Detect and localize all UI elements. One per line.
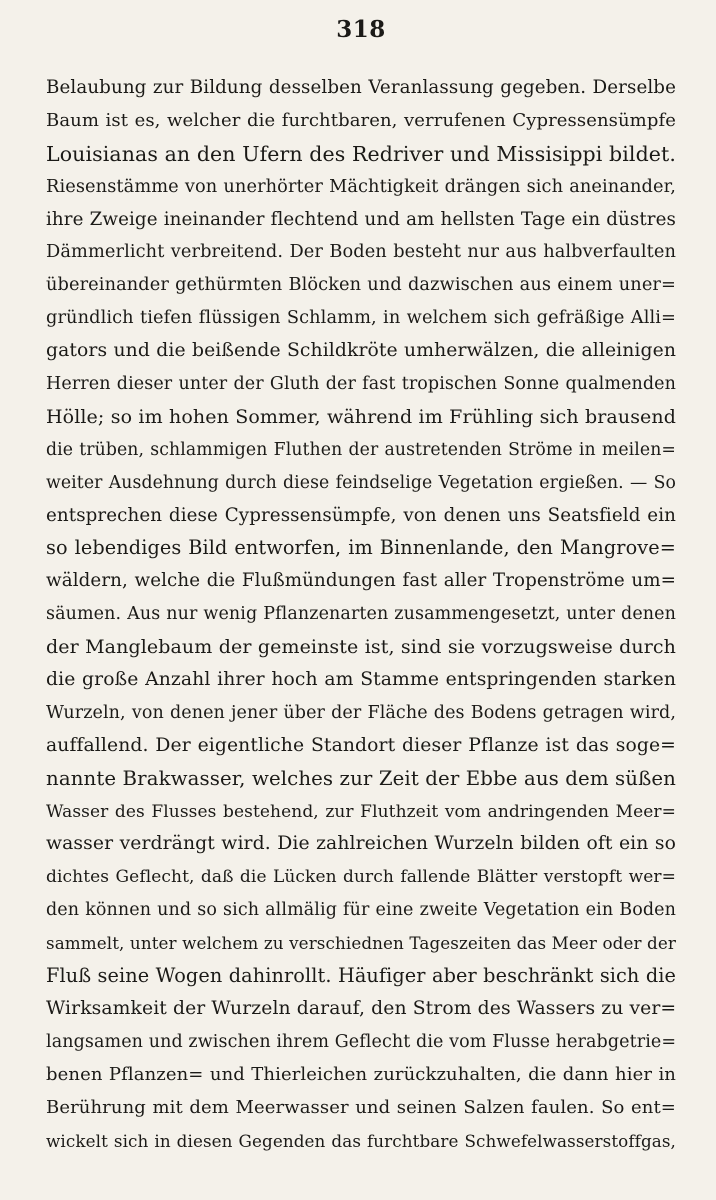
text-line: sammelt, unter welchem zu verschiednen Tageszeiten das Meer oder der (46, 933, 676, 954)
text-line: Wurzeln, von denen jener über der Fläche des Bodens getragen wird, (46, 702, 676, 723)
text-line: so lebendiges Bild entworfen, im Binnenlande, den Mangrove= (46, 536, 676, 560)
text-line: der Manglebaum der gemeinste ist, sind sie vorzugsweise durch (46, 636, 676, 659)
text-line: langsamen und zwischen ihrem Geflecht die vom Flusse herabgetrie= (46, 1031, 676, 1052)
text-line: Fluß seine Wogen dahinrollt. Häufiger aber beschränkt sich die (46, 964, 676, 988)
text-line: wäldern, welche die Flußmündungen fast aller Tropenströme um= (46, 570, 676, 592)
text-line: die trüben, schlammigen Fluthen der austretenden Ströme in meilen= (46, 439, 676, 460)
text-line: benen Pflanzen= und Thierleichen zurückzuhalten, die dann hier in (46, 1063, 676, 1085)
text-line: Dämmerlicht verbreitend. Der Boden besteht nur aus halbverfaulten (46, 242, 676, 263)
text-line: den können und so sich allmälig für eine zweite Vegetation ein Boden (46, 900, 676, 921)
text-line: dichtes Geflecht, daß die Lücken durch fallende Blätter verstopft wer= (46, 867, 676, 888)
text-line: die große Anzahl ihrer hoch am Stamme entspringenden starken (46, 669, 676, 691)
text-line: Baum ist es, welcher die furchtbaren, verrufenen Cypressensümpfe (46, 109, 676, 131)
text-line: gründlich tiefen flüssigen Schlamm, in welchem sich gefräßige Alli= (46, 308, 676, 329)
text-line: auffallend. Der eigentliche Standort dieser Pflanze ist das soge= (46, 734, 676, 756)
text-line: ihre Zweige ineinander flechtend und am hellsten Tage ein düstres (46, 208, 676, 230)
text-line: gators und die beißende Schildkröte umherwälzen, die alleinigen (46, 340, 676, 362)
text-line: Hölle; so im hohen Sommer, während im Frühling sich brausend (46, 405, 676, 428)
text-line: übereinander gethürmten Blöcken und dazwischen aus einem uner= (46, 275, 676, 296)
page-number: 318 (336, 16, 386, 43)
body-text (46, 72, 676, 1157)
text-line: Riesenstämme von unerhörter Mächtigkeit drängen sich aneinander, (46, 176, 676, 197)
text-line: säumen. Aus nur wenig Pflanzenarten zusammengesetzt, unter denen (46, 604, 676, 625)
text-line: entsprechen diese Cypressensümpfe, von denen uns Seatsfield ein (46, 504, 676, 526)
text-line: Berührung mit dem Meerwasser und seinen Salzen faulen. So ent= (46, 1096, 676, 1118)
text-line: nannte Brakwasser, welches zur Zeit der Ebbe aus dem süßen (46, 766, 676, 790)
text-line: Louisianas an den Ufern des Redriver und Missisippi bildet. (46, 141, 676, 166)
text-line: Wasser des Flusses bestehend, zur Fluthzeit vom andringenden Meer= (46, 801, 676, 822)
text-line: Wirksamkeit der Wurzeln darauf, den Strom des Wassers zu ver= (46, 997, 676, 1019)
text-line: weiter Ausdehnung durch diese feindselige Vegetation ergießen. — So (46, 472, 676, 493)
text-line: Belaubung zur Bildung desselben Veranlassung gegeben. Derselbe (46, 77, 676, 98)
text-line: wasser verdrängt wird. Die zahlreichen Wurzeln bilden oft ein so (46, 833, 676, 855)
text-line: wickelt sich in diesen Gegenden das furchtbare Schwefelwasserstoffgas, (46, 1130, 676, 1151)
text-line: Herren dieser unter der Gluth der fast tropischen Sonne qualmenden (46, 374, 676, 395)
